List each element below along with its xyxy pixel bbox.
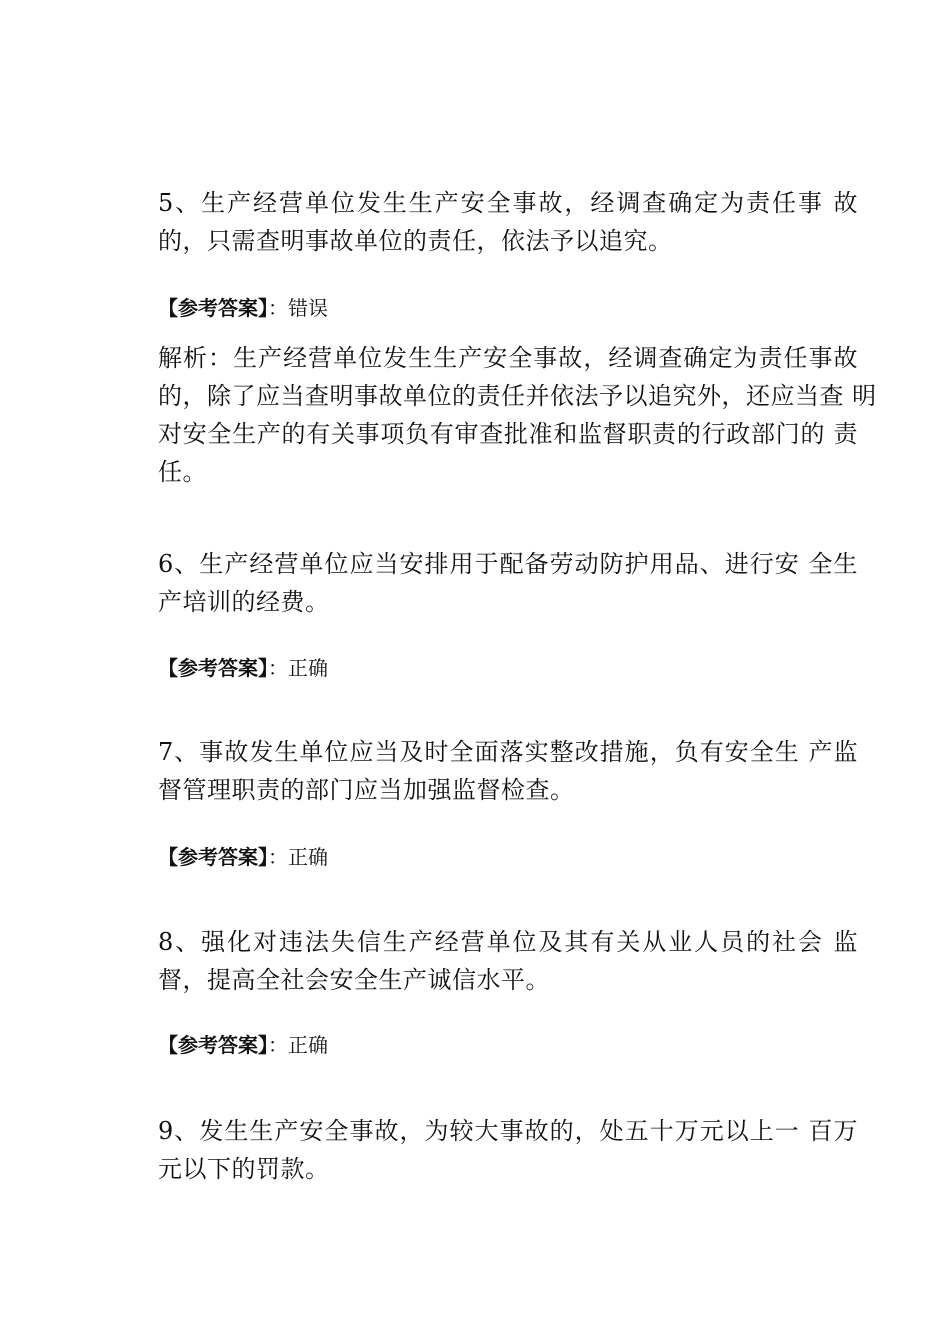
answer-value: 正确 xyxy=(288,1033,328,1057)
question-8-text xyxy=(158,923,858,999)
question-line: 产培训的经费。 xyxy=(158,588,330,616)
question-6-answer xyxy=(158,654,328,682)
explanation-line: 解析：生产经营单位发生生产安全事故，经调查确定为责任事故 xyxy=(158,344,858,372)
answer-separator: ： xyxy=(268,1033,288,1057)
question-6-text xyxy=(158,545,858,621)
question-5-text xyxy=(158,184,858,260)
question-line: 的，只需查明事故单位的责任，依法予以追究。 xyxy=(158,227,673,255)
question-line: 5、生产经营单位发生生产安全事故，经调查确定为责任事 故 xyxy=(158,189,858,217)
question-line: 7、事故发生单位应当及时全面落实整改措施，负有安全生 产监 xyxy=(158,738,858,766)
answer-label: 【参考答案】 xyxy=(158,845,268,869)
question-line: 6、生产经营单位应当安排用于配备劳动防护用品、进行安 全生 xyxy=(158,550,858,578)
answer-label: 【参考答案】 xyxy=(158,296,268,320)
answer-label: 【参考答案】 xyxy=(158,656,268,680)
question-7-text xyxy=(158,733,858,809)
explanation-line: 对安全生产的有关事项负有审查批准和监督职责的行政部门的 责 xyxy=(158,420,858,448)
question-line: 督管理职责的部门应当加强监督检查。 xyxy=(158,776,575,804)
question-5-explanation xyxy=(158,339,877,491)
question-line: 8、强化对违法失信生产经营单位及其有关从业人员的社会 监 xyxy=(158,928,858,956)
question-8-answer xyxy=(158,1031,328,1059)
answer-separator: ： xyxy=(268,656,288,680)
answer-separator: ： xyxy=(268,296,288,320)
question-5-answer xyxy=(158,294,328,322)
question-line: 督，提高全社会安全生产诚信水平。 xyxy=(158,966,550,994)
explanation-line: 的，除了应当查明事故单位的责任并依法予以追究外，还应当查 明 xyxy=(158,382,877,410)
explanation-line: 任。 xyxy=(158,458,207,486)
answer-label: 【参考答案】 xyxy=(158,1033,268,1057)
question-7-answer xyxy=(158,843,328,871)
question-9-text xyxy=(158,1112,858,1188)
answer-value: 错误 xyxy=(288,296,328,320)
question-line: 元以下的罚款。 xyxy=(158,1155,330,1183)
question-line: 9、发生生产安全事故，为较大事故的，处五十万元以上一 百万 xyxy=(158,1117,858,1145)
answer-separator: ： xyxy=(268,845,288,869)
answer-value: 正确 xyxy=(288,845,328,869)
answer-value: 正确 xyxy=(288,656,328,680)
